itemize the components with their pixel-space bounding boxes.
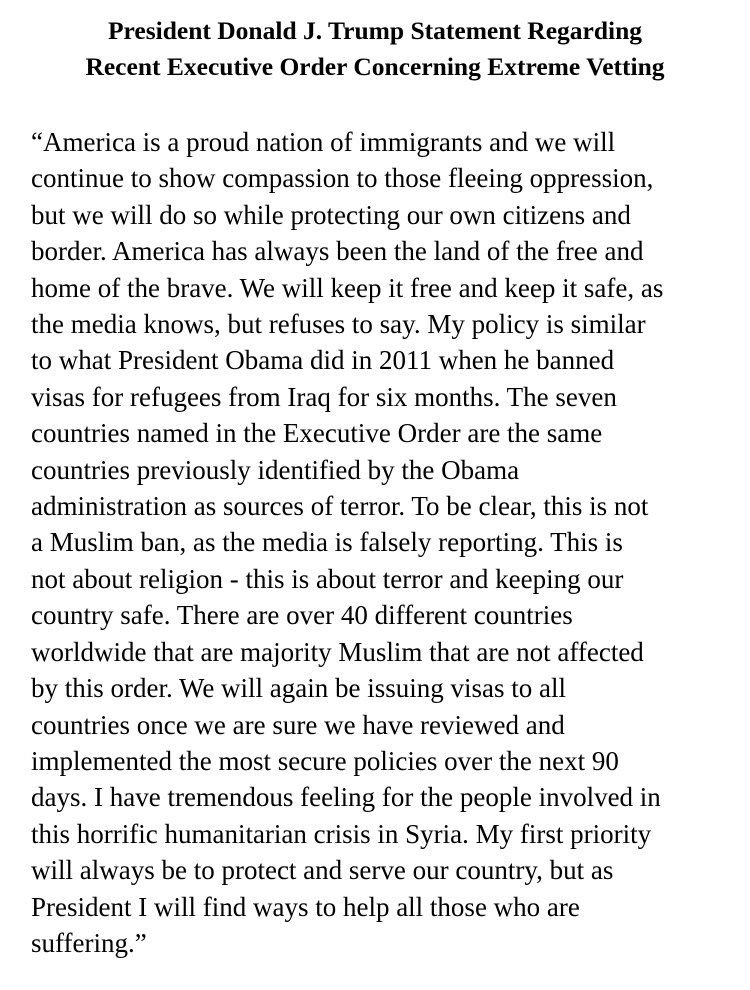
title-line: Recent Executive Order Concerning Extreme Vetting	[85, 52, 665, 81]
statement-line: “America is a proud nation of immigrants and we will	[31, 127, 616, 157]
statement-line: home of the brave. We will keep it free and keep it safe, as	[31, 272, 664, 303]
statement-line: administration as sources of terror. To be clear, this is not	[31, 491, 649, 522]
statement-line: to what President Obama did in 2011 when he banned	[31, 345, 615, 376]
title-line: President Donald J. Trump Statement Regarding	[107, 16, 643, 45]
statement-line: countries once we are sure we have reviewed and	[31, 709, 565, 740]
statement-line: this horrific humanitarian crisis in Syria. My first priority	[31, 818, 652, 849]
statement-line: countries named in the Executive Order are the same	[31, 418, 603, 449]
statement-line: countries previously identified by the Obama	[31, 454, 520, 485]
statement-line: not about religion - this is about terror and keeping our	[31, 563, 624, 594]
statement-line: by this order. We will again be issuing visas to all	[31, 673, 567, 704]
statement-line: the media knows, but refuses to say. My policy is similar	[31, 309, 646, 340]
statement-line: country safe. There are over 40 different countries	[31, 600, 573, 631]
statement-line: continue to show compassion to those fleeing oppression,	[31, 163, 654, 194]
statement-line: visas for refugees from Iraq for six months. The seven	[31, 381, 617, 412]
statement-line: will always be to protect and serve our country, but as	[31, 855, 614, 886]
statement-line: border. America has always been the land of the free and	[31, 236, 644, 267]
statement-line: implemented the most secure policies over the next 90	[31, 745, 619, 776]
statement-line: suffering.”	[31, 927, 147, 958]
statement-body	[31, 124, 663, 961]
statement-line: President I will find ways to help all those who are	[31, 891, 580, 922]
statement-line: a Muslim ban, as the media is falsely reporting. This is	[31, 527, 623, 558]
statement-title	[0, 13, 750, 85]
statement-line: days. I have tremendous feeling for the people involved in	[31, 782, 661, 813]
statement-line: worldwide that are majority Muslim that are not affected	[31, 636, 644, 667]
statement-line: but we will do so while protecting our own citizens and	[31, 199, 631, 230]
